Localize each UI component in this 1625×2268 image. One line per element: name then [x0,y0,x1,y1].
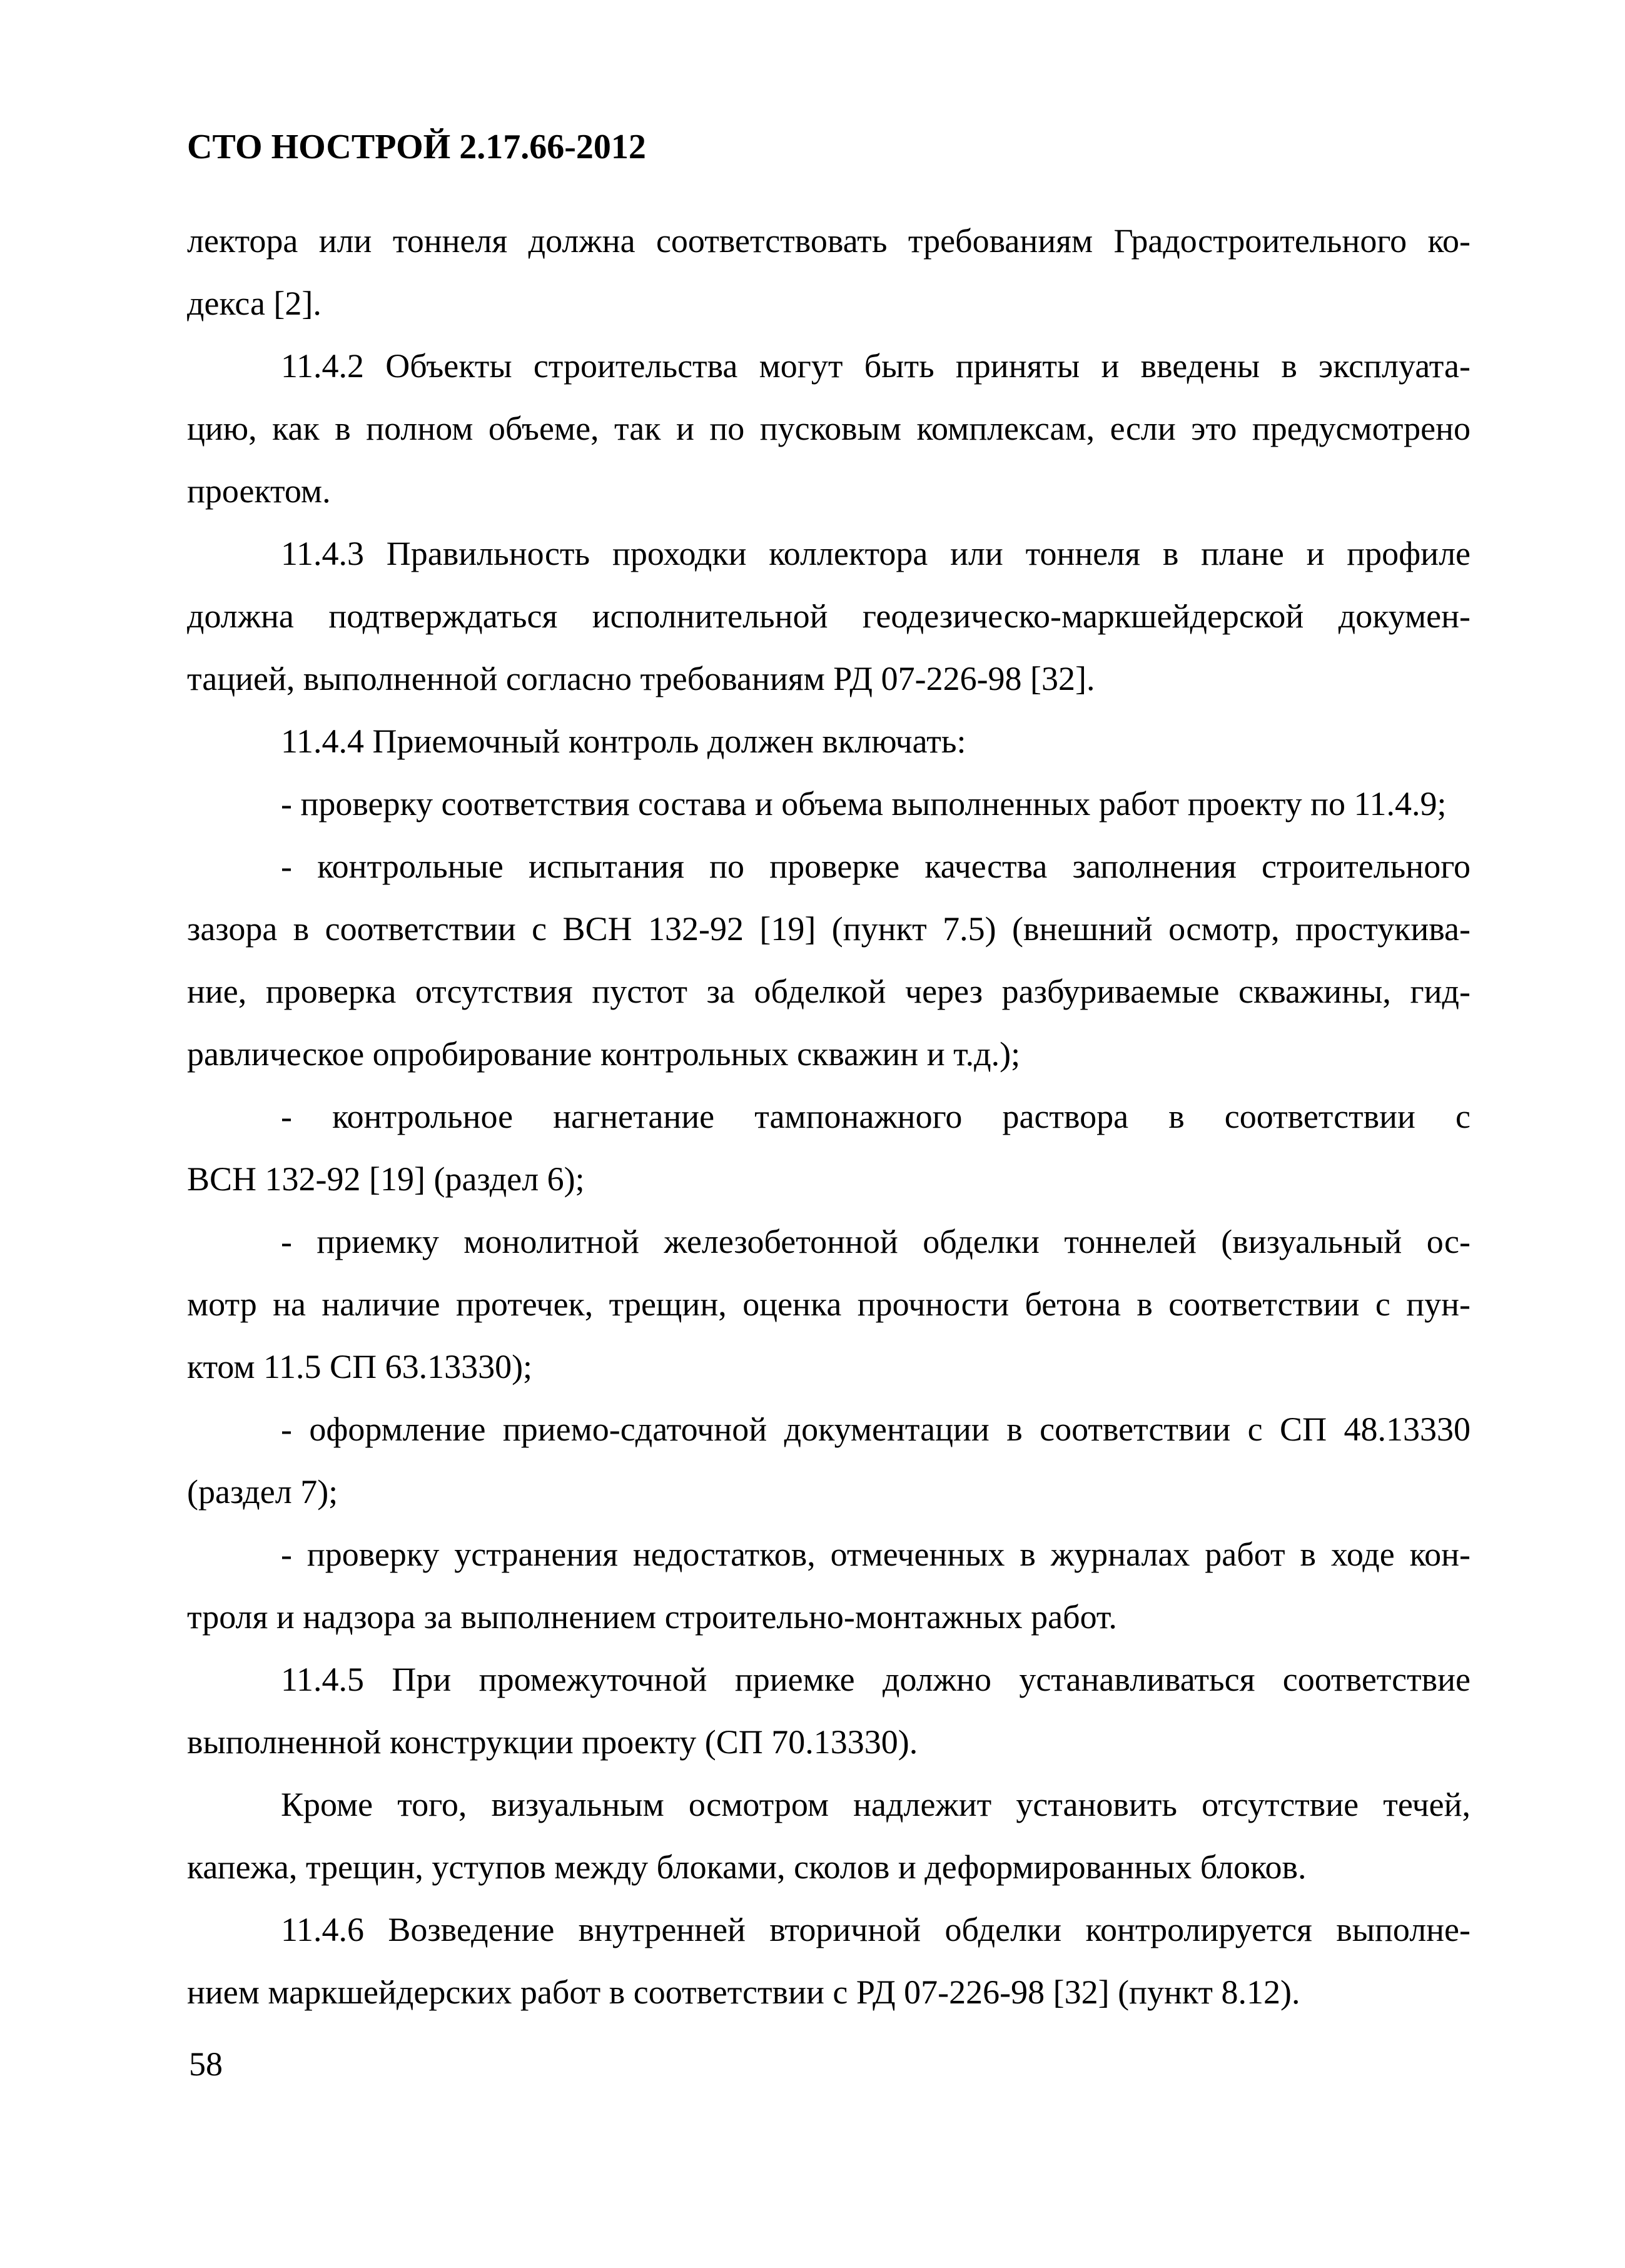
text-line: 11.4.6 Возведение внутренней вторичной обделки контролируется выполне- [281,1911,1471,1948]
text-line: нием маркшейдерских работ в соответствии с РД 07-226-98 [32] (пункт 8.12). [187,1973,1300,2011]
text-line: - контрольные испытания по проверке качества заполнения строительного [281,848,1471,885]
text-line: 11.4.4 Приемочный контроль должен включать: [281,722,966,760]
text-line: - оформление приемо-сдаточной документации в соответствии с СП 48.13330 [281,1410,1471,1448]
document-code-header: СТО НОСТРОЙ 2.17.66-2012 [187,128,646,166]
text-line: ВСН 132-92 [19] (раздел 6); [187,1160,585,1198]
text-line: мотр на наличие протечек, трещин, оценка прочности бетона в соответствии с пун- [187,1285,1471,1323]
page-number: 58 [189,2045,223,2083]
text-line: декса [2]. [187,285,321,322]
text-line: - проверку соответствия состава и объема выполненных работ проекту по 11.4.9; [281,785,1447,823]
text-line: должна подтверждаться исполнительной геодезическо-маркшейдерской докумен- [187,597,1471,635]
text-line: - проверку устранения недостатков, отмеченных в журналах работ в ходе кон- [281,1536,1471,1573]
text-line: лектора или тоннеля должна соответствовать требованиям Градостроительного ко- [187,222,1471,260]
text-line: троля и надзора за выполнением строительно-монтажных работ. [187,1598,1117,1636]
text-line: выполненной конструкции проекту (СП 70.13330). [187,1723,918,1761]
text-line: цию, как в полном объеме, так и по пусковым комплексам, если это предусмотрено [187,410,1471,447]
text-line: равлическое опробирование контрольных скважин и т.д.); [187,1035,1021,1073]
text-line: 11.4.3 Правильность проходки коллектора или тоннеля в плане и профиле [281,535,1471,572]
document-body [187,210,1471,2023]
text-line: проектом. [187,472,331,510]
text-line: - контрольное нагнетание тампонажного раствора в соответствии с [281,1098,1471,1135]
text-line: зазора в соответствии с ВСН 132-92 [19] (пункт 7.5) (внешний осмотр, простукива- [187,910,1471,948]
text-line: 11.4.5 При промежуточной приемке должно устанавливаться соответствие [281,1661,1471,1698]
text-line: ктом 11.5 СП 63.13330); [187,1348,533,1385]
text-line: капежа, трещин, уступов между блоками, сколов и деформированных блоков. [187,1848,1307,1886]
text-line: - приемку монолитной железобетонной обделки тоннелей (визуальный ос- [281,1223,1471,1260]
text-line: тацией, выполненной согласно требованиям РД 07-226-98 [32]. [187,660,1095,697]
text-line: 11.4.2 Объекты строительства могут быть приняты и введены в эксплуата- [281,347,1471,385]
text-line: ние, проверка отсутствия пустот за обделкой через разбуриваемые скважины, гид- [187,973,1471,1010]
text-line: Кроме того, визуальным осмотром надлежит установить отсутствие течей, [281,1786,1471,1823]
text-line: (раздел 7); [187,1473,338,1511]
